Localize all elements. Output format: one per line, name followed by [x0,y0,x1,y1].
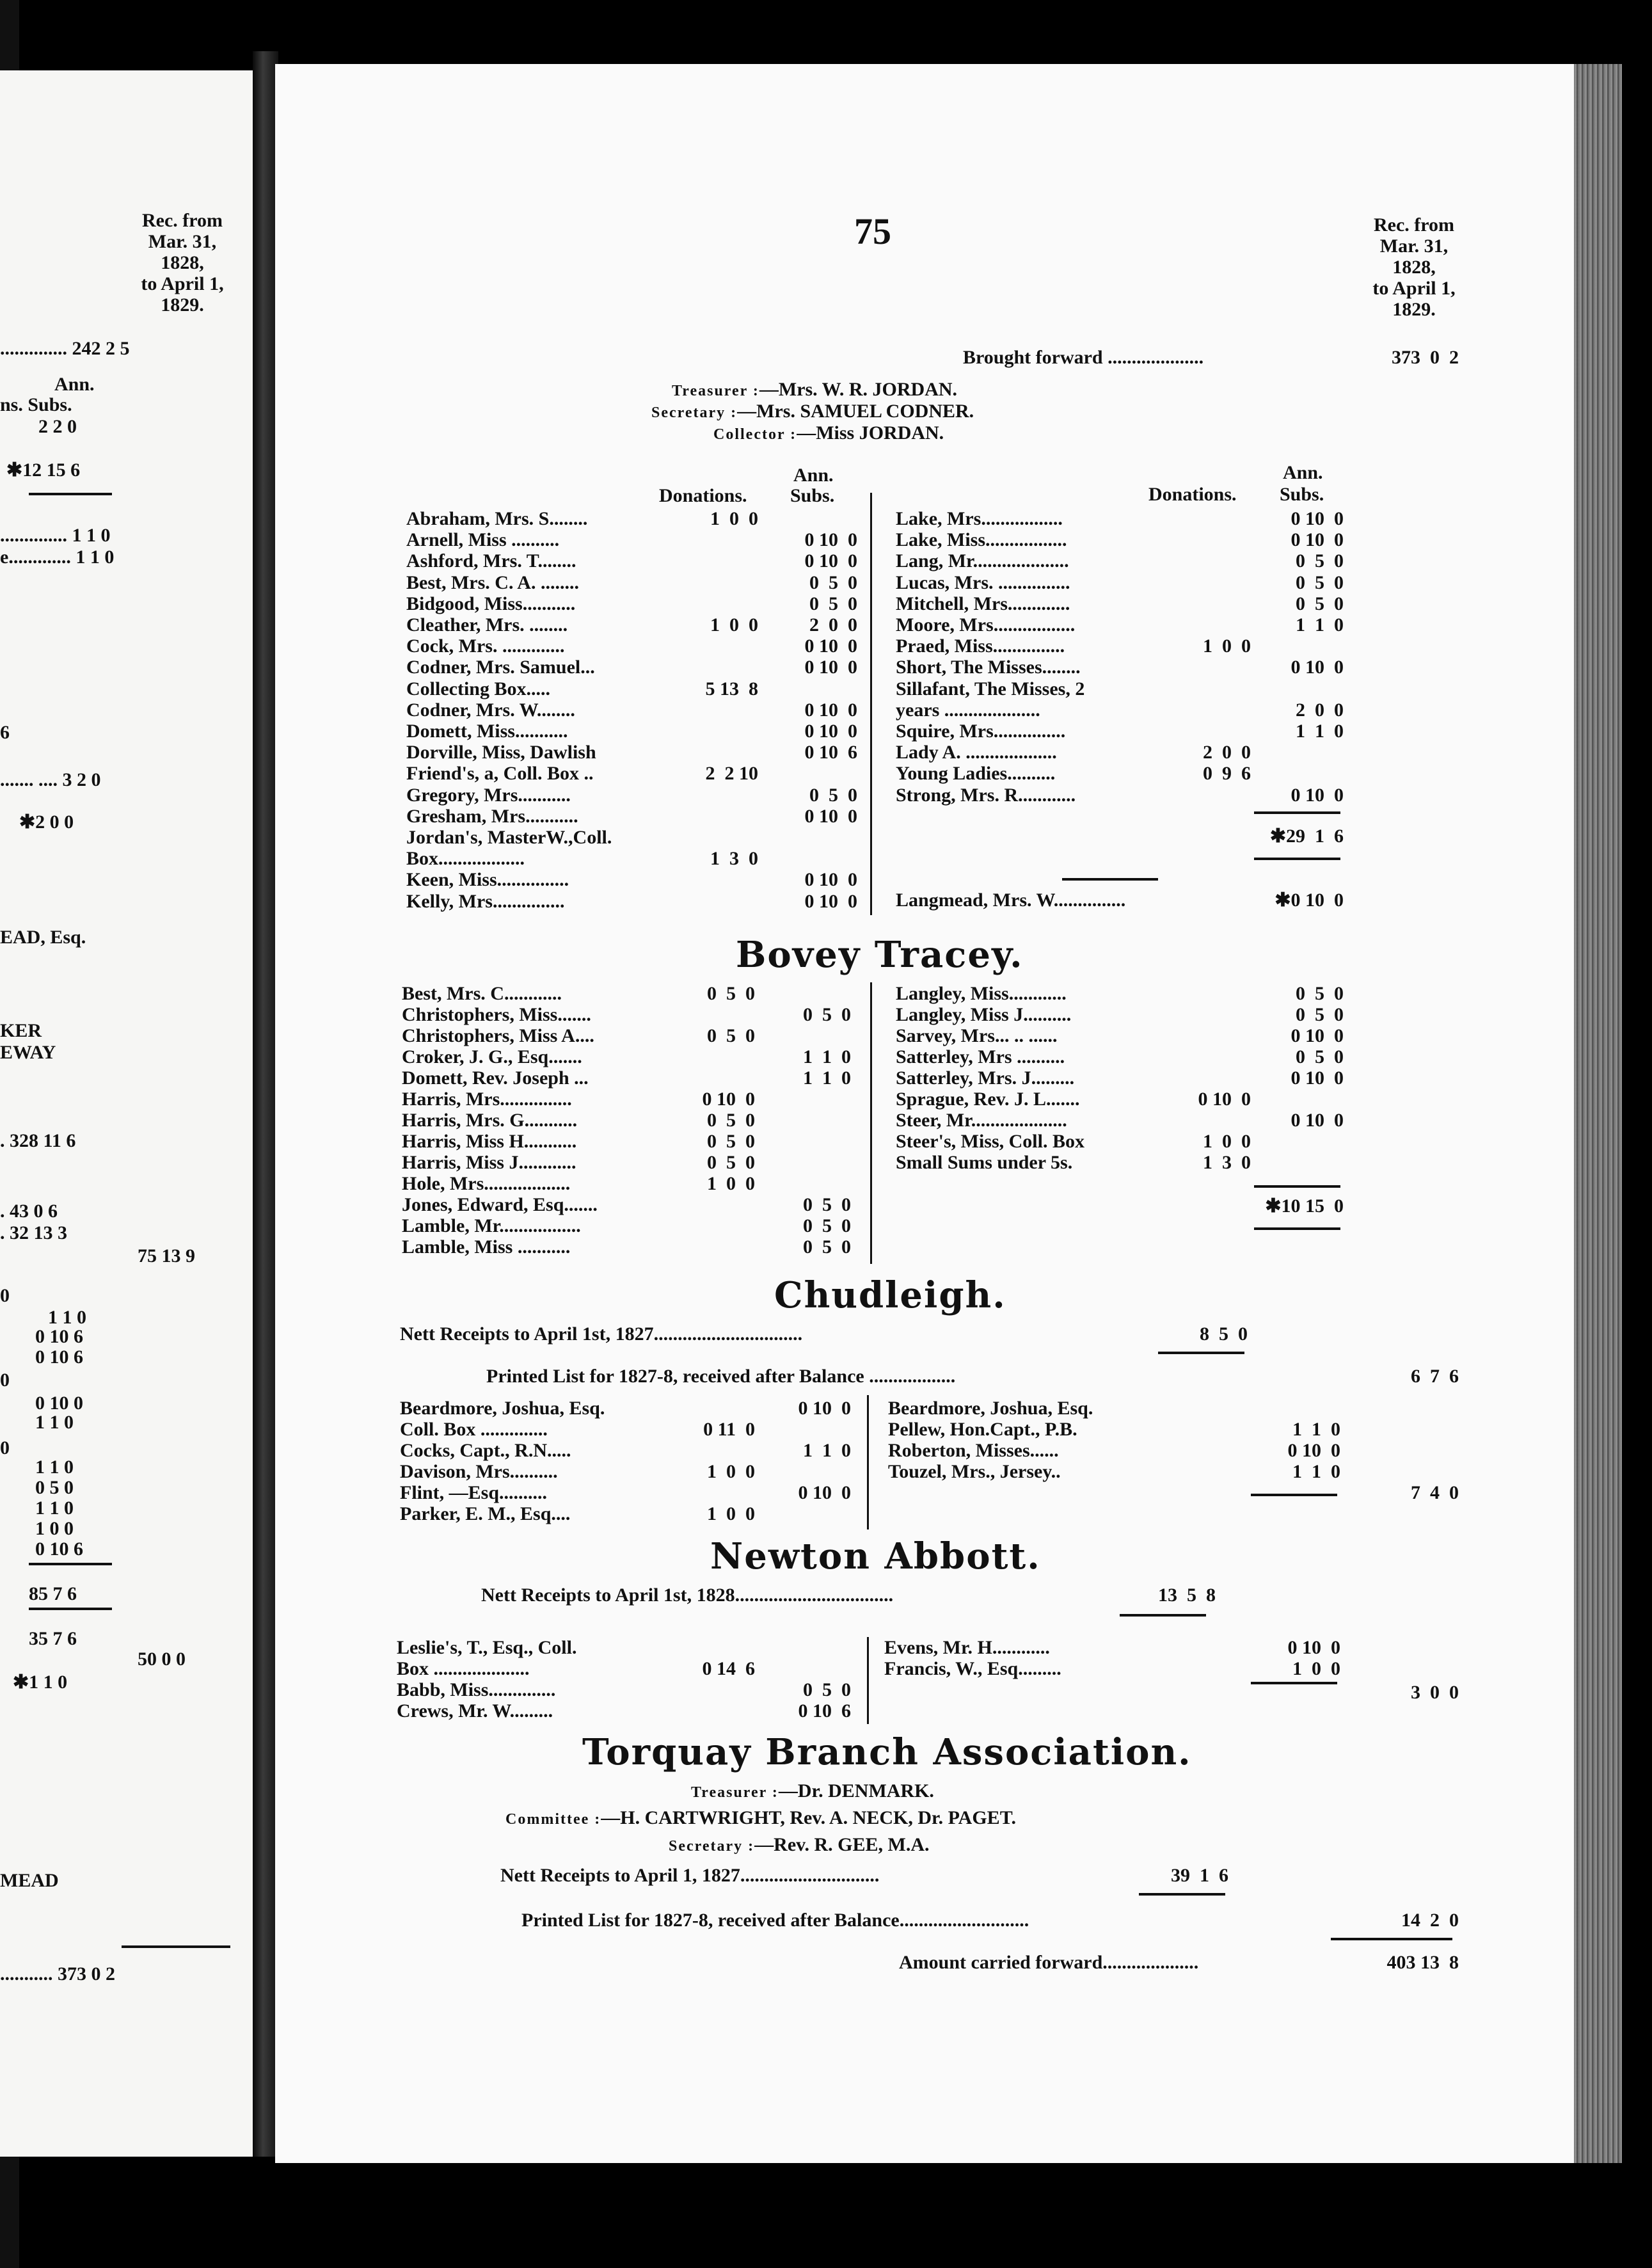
entry-name: Evens, Mr. H............ [884,1637,1050,1658]
entry-name: Christophers, Miss....... [402,1004,591,1025]
entry-subscription: 2 0 0 [1296,699,1344,721]
treasurer-label: Treasurer : [672,383,759,399]
entry-name: Harris, Miss H........... [402,1131,577,1152]
left-line: MEAD [0,1870,59,1891]
entry-name: Jones, Edward, Esq....... [402,1194,598,1215]
left-line: 0 10 6 [35,1346,83,1368]
entry-subscription: 0 10 0 [804,657,857,678]
secretary-name: —Mrs. SAMUEL CODNER. [737,401,974,422]
section-title-bovey: Bovey Tracey. [736,934,1024,976]
newton-nett-rule [1120,1614,1206,1617]
entry-subscription: 0 10 6 [798,1700,851,1721]
entry-subscription: 1 1 0 [1296,614,1344,635]
torquay-secretary: —Rev. R. GEE, M.A. [754,1834,930,1855]
left-rule [29,1608,112,1610]
newton-total: 3 0 0 [1411,1682,1459,1703]
column-divider [870,982,872,1264]
langmead-name: Langmead, Mrs. W............... [896,890,1126,911]
entry-name: Hole, Mrs.................. [402,1173,571,1194]
entry-subscription: 0 5 0 [1296,983,1344,1004]
left-line: ........... 373 0 2 [0,1963,115,1984]
left-line: EAD, Esq. [0,927,86,948]
right-header-line: Mar. 31, [1379,236,1449,257]
left-line: 35 7 6 [29,1628,77,1649]
left-line: .............. 242 2 5 [0,338,130,359]
chudleigh-nett-rule [1158,1352,1244,1354]
page-gutter [253,51,278,2157]
entry-donation: 2 2 10 [705,763,758,785]
entry-amount: 0 10 0 [1287,1637,1340,1658]
entry-name: Harris, Miss J............ [402,1152,576,1173]
newton-sub-rule [1251,1682,1337,1684]
left-line: ✱12 15 6 [6,459,81,481]
entry-donation: 0 5 0 [707,1025,755,1046]
entry-name: Harris, Mrs............... [402,1089,572,1110]
carried-forward-rule [1331,1938,1452,1940]
left-header-line: 1829. [161,294,204,315]
carried-forward-label: Amount carried forward.................... [899,1952,1199,1973]
entry-donation: 0 14 6 [702,1658,755,1679]
left-line: 85 7 6 [29,1583,77,1604]
entry-name: Moore, Mrs................. [896,614,1076,635]
left-line: 2 2 0 [38,416,77,437]
torquay-committee-label: Committee : [505,1811,601,1828]
treasurer-line [672,379,957,402]
entry-donation: 1 0 0 [707,1173,755,1194]
entry-subscription: 0 5 0 [803,1194,851,1215]
jordan-total-rule [1254,811,1340,814]
page-edges [1574,64,1622,2163]
entry-name: Lamble, Miss ........... [402,1236,571,1258]
entry-subscription: 0 5 0 [1296,593,1344,614]
entry-name: Satterley, Mrs .......... [896,1046,1065,1067]
entry-name: Kelly, Mrs............... [406,890,565,912]
brought-forward-label: Brought forward .................... [963,347,1204,368]
jordan-total: ✱29 1 6 [1269,826,1344,847]
entry-name: Crews, Mr. W......... [397,1700,553,1721]
entry-name: Strong, Mrs. R............ [896,784,1076,806]
entry-donation: 0 5 0 [707,1131,755,1152]
entry-name: Codner, Mrs. W........ [406,699,575,721]
entry-amount: 1 0 0 [1292,1658,1340,1679]
entry-name: Satterley, Mrs. J......... [896,1067,1075,1089]
entry-amount: 1 1 0 [1292,1419,1340,1440]
entry-name: Cocks, Capt., R.N..... [400,1440,571,1461]
entry-subscription: 0 10 0 [804,890,857,912]
left-line: Ann. [54,374,95,395]
entry-subscription: 1 1 0 [803,1046,851,1067]
entry-name: Collecting Box..... [406,678,550,699]
left-line: 1 0 0 [35,1518,74,1539]
entry-name: Sarvey, Mrs... .. ...... [896,1025,1058,1046]
page-number: 75 [854,211,891,252]
torquay-printed-label: Printed List for 1827-8, received after Balance........................... [521,1910,1029,1931]
entry-name: Box .................... [397,1658,530,1679]
entry-donation: 1 0 0 [710,614,758,635]
entry-subscription: 0 5 0 [809,784,857,806]
entry-donation: 0 10 0 [702,1089,755,1110]
entry-name: Cock, Mrs. ............. [406,635,565,657]
entry-subscription: 0 5 0 [809,593,857,614]
entry-subscription: 0 10 0 [804,550,857,572]
collector-label: Collector : [713,426,797,443]
left-header-line: to April 1, [141,273,224,294]
col-head-subs: Subs. [1280,484,1324,505]
left-line: EWAY [0,1042,56,1063]
entry-donation: 1 3 0 [710,848,758,870]
entry-subscription: 0 10 0 [804,529,857,551]
entry-donation: 0 10 0 [1198,1089,1251,1110]
left-line: 0 [0,1437,10,1458]
torquay-treasurer: —Dr. DENMARK. [778,1780,934,1801]
treasurer-name: —Mrs. W. R. JORDAN. [759,379,958,400]
langmead-amount: ✱0 10 0 [1275,890,1344,911]
entry-name: years .................... [896,699,1040,721]
left-line: ....... .... 3 2 0 [0,769,101,790]
left-line: 0 10 0 [35,1393,83,1414]
torquay-treasurer-label: Treasurer : [691,1784,779,1801]
entry-name: Parker, E. M., Esq.... [400,1503,571,1524]
entry-name: Harris, Mrs. G........... [402,1110,578,1131]
column-divider [870,493,872,915]
entry-name: Friend's, a, Coll. Box .. [406,763,594,785]
left-line: ✱2 0 0 [19,811,74,833]
entry-name: Croker, J. G., Esq....... [402,1046,582,1067]
entry-donation: 2 0 0 [1203,742,1251,763]
chudleigh-nett-amount: 8 5 0 [1200,1323,1248,1345]
entry-donation: 0 5 0 [707,983,755,1004]
entry-donation: 1 3 0 [1203,1152,1251,1173]
entry-name: Pellew, Hon.Capt., P.B. [888,1419,1077,1440]
entry-subscription: 0 5 0 [1296,1004,1344,1025]
entry-name: Gresham, Mrs........... [406,805,578,827]
left-line: 1 1 0 [35,1497,74,1519]
entry-name: Best, Mrs. C............ [402,983,562,1004]
left-line: 0 [0,1285,10,1306]
newton-nett-amount: 13 5 8 [1158,1585,1216,1606]
entry-name: Davison, Mrs.......... [400,1461,558,1482]
bovey-total: ✱10 15 0 [1265,1195,1344,1217]
entry-name: Lamble, Mr................. [402,1215,581,1236]
left-line: . 32 13 3 [0,1222,67,1243]
entry-name: Steer, Mr.................... [896,1110,1067,1131]
entry-name: Cleather, Mrs. ........ [406,614,568,635]
entry-name: Langley, Miss............ [896,983,1067,1004]
entry-name: Sillafant, The Misses, 2 [896,678,1085,699]
col-head-subs: Subs. [790,485,835,506]
torquay-committee: —H. CARTWRIGHT, Rev. A. NECK, Dr. PAGET. [601,1807,1016,1828]
entry-name: Leslie's, T., Esq., Coll. [397,1637,577,1658]
entry-name: Box.................. [406,848,525,870]
entry-name: Lucas, Mrs. ............... [896,571,1070,593]
entry-name: Young Ladies.......... [896,763,1056,785]
entry-name: Jordan's, MasterW.,Coll. [406,827,612,848]
entry-subscription: 0 10 6 [804,742,857,763]
right-header-line: 1828, [1392,257,1436,278]
left-line: .............. 1 1 0 [0,525,111,546]
entry-name: Francis, W., Esq......... [884,1658,1061,1679]
entry-name: Short, The Misses........ [896,657,1081,678]
entry-donation: 0 9 6 [1203,763,1251,785]
entry-subscription: 0 10 0 [804,699,857,721]
entry-donation: 1 0 0 [707,1503,755,1524]
entry-name: Christophers, Miss A.... [402,1025,594,1046]
newton-nett-label: Nett Receipts to April 1st, 1828................................. [481,1585,894,1606]
entry-subscription: 1 1 0 [1296,721,1344,742]
secretary-label: Secretary : [651,404,738,421]
entry-name: Ashford, Mrs. T........ [406,550,576,572]
left-line: 0 10 6 [35,1326,83,1347]
jordan-total-rule [1254,858,1340,860]
entry-donation: 1 0 0 [1203,1131,1251,1152]
torquay-committee-line [505,1807,1016,1830]
entry-subscription: 0 10 0 [804,635,857,657]
left-line: 1 1 0 [35,1457,74,1478]
bovey-total-rule [1254,1227,1340,1230]
left-line: 0 10 6 [35,1538,83,1560]
chudleigh-sub-rule [1251,1494,1337,1496]
entry-subscription: 0 10 0 [804,869,857,891]
entry-name: Dorville, Miss, Dawlish [406,742,596,763]
torquay-secretary-label: Secretary : [669,1838,755,1855]
entry-name: Beardmore, Joshua, Esq. [400,1398,605,1419]
entry-subscription: 0 10 0 [798,1482,851,1503]
entry-donation: 5 13 8 [705,678,758,699]
left-line: . 43 0 6 [0,1201,58,1222]
entry-name: Coll. Box .............. [400,1419,548,1440]
section-title-newton: Newton Abbott. [710,1535,1041,1577]
col-head-donations: Donations. [659,485,747,506]
entry-name: Keen, Miss............... [406,869,569,891]
left-line: e............. 1 1 0 [0,547,115,568]
entry-name: Praed, Miss............... [896,635,1065,657]
entry-subscription: 0 10 0 [804,805,857,827]
entry-subscription: 0 10 0 [1291,529,1344,551]
entry-subscription: 0 10 0 [798,1398,851,1419]
chudleigh-total: 7 4 0 [1411,1482,1459,1503]
entry-name: Lake, Miss................. [896,529,1067,551]
entry-amount: 0 10 0 [1287,1440,1340,1461]
left-line: ns. Subs. [0,394,72,415]
entry-donation: 1 0 0 [1203,635,1251,657]
entry-name: Langley, Miss J.......... [896,1004,1072,1025]
entry-subscription: 0 5 0 [803,1215,851,1236]
column-divider [867,1395,869,1529]
torquay-secretary-line [669,1834,930,1857]
left-line: 1 1 0 [35,1412,74,1433]
entry-name: Steer's, Miss, Coll. Box [896,1131,1084,1152]
left-line: KER [0,1020,42,1041]
left-line: 75 13 9 [138,1245,195,1266]
left-rule [29,493,112,495]
col-head-ann: Ann. [1283,462,1323,483]
entry-subscription: 0 10 0 [1291,1025,1344,1046]
entry-name: Touzel, Mrs., Jersey.. [888,1461,1061,1482]
collector-line [713,422,944,445]
left-rule [122,1945,230,1948]
section-title-torquay: Torquay Branch Association. [582,1731,1192,1773]
entry-name: Gregory, Mrs........... [406,784,571,806]
entry-name: Codner, Mrs. Samuel... [406,657,595,678]
left-line: 0 5 0 [35,1477,74,1498]
col-head-donations: Donations. [1148,484,1237,505]
entry-subscription: 0 10 0 [1291,784,1344,806]
entry-subscription: 0 10 0 [1291,657,1344,678]
bovey-total-rule [1254,1185,1340,1188]
section-title-chudleigh: Chudleigh. [774,1274,1006,1316]
right-header-line: 1829. [1392,299,1436,320]
entry-donation: 0 5 0 [707,1152,755,1173]
entry-subscription: 0 5 0 [803,1236,851,1258]
entry-subscription: 0 10 0 [1291,508,1344,529]
entry-name: Mitchell, Mrs............. [896,593,1070,614]
entry-name: Bidgood, Miss........... [406,593,576,614]
left-line: 1 1 0 [48,1307,86,1328]
entry-subscription: 0 10 0 [804,721,857,742]
entry-name: Babb, Miss.............. [397,1679,556,1700]
entry-subscription: 1 1 0 [803,1440,851,1461]
left-header-line: 1828, [161,252,204,273]
entry-subscription: 0 5 0 [809,571,857,593]
carried-forward-amount: 403 13 8 [1386,1952,1459,1973]
left-line: 50 0 0 [138,1649,186,1670]
entry-name: Domett, Rev. Joseph ... [402,1067,589,1089]
torquay-nett-amount: 39 1 6 [1171,1865,1228,1886]
entry-name: Abraham, Mrs. S........ [406,508,588,529]
entry-name: Beardmore, Joshua, Esq. [888,1398,1093,1419]
entry-subscription: 0 5 0 [803,1004,851,1025]
torquay-nett-rule [1139,1893,1225,1896]
torquay-printed-amount: 14 2 0 [1401,1910,1459,1931]
entry-name: Roberton, Misses...... [888,1440,1059,1461]
left-line: ✱1 1 0 [13,1672,68,1693]
entry-donation: 1 0 0 [710,508,758,529]
entry-donation: 1 0 0 [707,1461,755,1482]
left-line: 6 [0,722,10,743]
torquay-nett-label: Nett Receipts to April 1, 1827............................. [500,1865,880,1886]
left-line: . 328 11 6 [0,1130,76,1151]
entry-name: Lake, Mrs................. [896,508,1063,529]
entry-name: Arnell, Miss .......... [406,529,560,551]
entry-subscription: 0 10 0 [1291,1067,1344,1089]
secretary-line [651,401,974,424]
entry-subscription: 2 0 0 [809,614,857,635]
entry-subscription: 0 5 0 [1296,571,1344,593]
collector-name: —Miss JORDAN. [797,422,944,443]
chudleigh-printed-amount: 6 7 6 [1411,1366,1459,1387]
left-header-line: Rec. from [141,210,223,231]
entry-donation: 0 11 0 [703,1419,755,1440]
entry-subscription: 0 10 0 [1291,1110,1344,1131]
left-line: 0 [0,1370,10,1391]
chudleigh-printed-label: Printed List for 1827-8, received after Balance .................. [486,1366,956,1387]
entry-subscription: 0 5 0 [1296,550,1344,572]
col-head-ann: Ann. [793,465,834,486]
entry-subscription: 0 5 0 [803,1679,851,1700]
entry-subscription: 0 5 0 [1296,1046,1344,1067]
entry-amount: 1 1 0 [1292,1461,1340,1482]
chudleigh-nett-label: Nett Receipts to April 1st, 1827............................... [400,1323,803,1345]
entry-name: Lady A. ................... [896,742,1057,763]
entry-name: Domett, Miss........... [406,721,568,742]
left-rule [29,1563,112,1565]
torquay-treasurer-line [691,1780,934,1803]
short-rule [1062,878,1158,881]
brought-forward-amount: 373 0 2 [1392,347,1459,368]
entry-name: Squire, Mrs............... [896,721,1066,742]
entry-donation: 0 5 0 [707,1110,755,1131]
entry-name: Small Sums under 5s. [896,1152,1073,1173]
right-header-line: Rec. from [1373,214,1455,236]
left-header-line: Mar. 31, [148,231,217,252]
column-divider [867,1637,869,1724]
left-page [0,70,253,2157]
entry-name: Lang, Mr.................... [896,550,1069,572]
entry-name: Sprague, Rev. J. L....... [896,1089,1080,1110]
entry-subscription: 1 1 0 [803,1067,851,1089]
right-header-line: to April 1, [1372,278,1456,299]
entry-name: Flint, —Esq.......... [400,1482,548,1503]
entry-name: Best, Mrs. C. A. ........ [406,571,579,593]
